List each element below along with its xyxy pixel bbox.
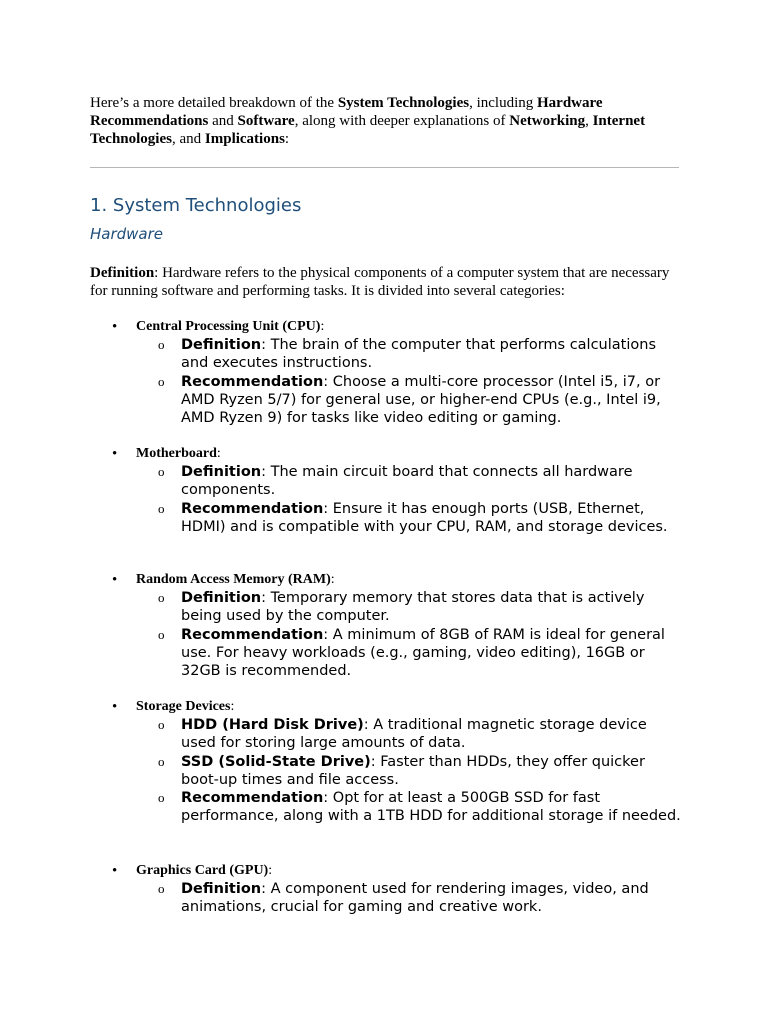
bullet-marker: •: [112, 572, 118, 588]
sub-item: [0, 789, 768, 826]
hardware-definition: [90, 264, 690, 300]
list-item-title: Random Access Memory (RAM):: [136, 572, 335, 587]
list-item-title: Motherboard:: [136, 446, 221, 461]
sub-marker: o: [158, 790, 165, 806]
sub-item: [0, 753, 768, 790]
sub-item-text: Definition: A component used for rendering images, video, and animations, crucial for gaming and creative work.: [181, 881, 649, 916]
sub-item-text: Recommendation: Choose a multi-core processor (Intel i5, i7, or AMD Ryzen 5/7) for general use, or higher-end CPUs (e.g., Intel i9, AMD Ryzen 9) for tasks like video editing or gaming.: [181, 373, 661, 427]
intro-bold: Implications: [204, 131, 285, 147]
list-item-motherboard: [0, 445, 768, 536]
sub-marker: o: [158, 373, 165, 389]
subsection-heading: Hardware: [90, 225, 164, 243]
sub-item-text: Definition: The brain of the computer that performs calculations and executes instructions.: [181, 337, 656, 372]
sub-item: [0, 463, 768, 500]
sub-item: [0, 336, 768, 373]
sub-item: [0, 716, 768, 753]
sub-marker: o: [158, 753, 165, 769]
sub-item-text: Definition: The main circuit board that connects all hardware components.: [181, 464, 633, 499]
bullet-marker: •: [112, 446, 118, 462]
sub-item: [0, 500, 768, 537]
bullet-marker: •: [112, 863, 118, 879]
sub-marker: o: [158, 337, 165, 352]
intro-text: , and: [171, 131, 205, 147]
intro-bold: Hardware Recommendations: [90, 95, 603, 129]
section-heading: 1. System Technologies: [90, 195, 302, 216]
sub-item-text: HDD (Hard Disk Drive): A traditional magnetic storage device used for storing large amounts of data.: [181, 717, 647, 752]
list-item-ram: [0, 571, 768, 680]
bullet-marker: •: [112, 319, 118, 335]
sub-marker: o: [158, 464, 165, 479]
list-item-title: Central Processing Unit (CPU):: [136, 319, 325, 334]
intro-text: ,: [585, 113, 593, 129]
sub-item: [0, 626, 768, 681]
sub-item: [0, 880, 768, 917]
intro-text: :: [284, 131, 290, 147]
intro-bold: Internet Technologies: [90, 113, 646, 147]
sub-marker: o: [158, 881, 165, 896]
sub-item-text: Definition: Temporary memory that stores data that is actively being used by the computer.: [181, 590, 645, 625]
horizontal-divider: [90, 167, 679, 168]
sub-item-text: Recommendation: Ensure it has enough ports (USB, Ethernet, HDMI) and is compatible with your CPU, RAM, and storage devices.: [181, 500, 668, 535]
definition-label: Definition: [90, 265, 155, 281]
sub-marker: o: [158, 626, 165, 642]
sub-item: [0, 373, 768, 428]
list-item-storage: [0, 698, 768, 826]
intro-text: , including: [469, 95, 538, 111]
sub-marker: o: [158, 500, 165, 516]
intro-text: Here’s a more detailed breakdown of the: [90, 95, 338, 111]
intro-bold: Software: [237, 113, 295, 129]
intro-bold: Networking: [509, 113, 586, 129]
intro-paragraph: [90, 94, 680, 148]
definition-text: : Hardware refers to the physical components of a computer system that are necessary for running software and performing tasks. It is divided into several categories:: [90, 265, 670, 299]
sub-item: [0, 589, 768, 626]
sub-marker: o: [158, 717, 165, 732]
list-item-gpu: [0, 862, 768, 917]
list-item-cpu: [0, 318, 768, 427]
sub-item-text: Recommendation: A minimum of 8GB of RAM is ideal for general use. For heavy workloads (e.g., gaming, video editing), 16GB or 32GB is recommended.: [181, 626, 665, 680]
intro-bold: System Technologies: [337, 95, 470, 111]
sub-item-text: Recommendation: Opt for at least a 500GB SSD for fast performance, along with a 1TB HDD for additional storage if needed.: [181, 790, 681, 825]
intro-text: and: [208, 113, 238, 129]
sub-marker: o: [158, 590, 165, 605]
intro-text: , along with deeper explanations of: [294, 113, 510, 129]
list-item-title: Storage Devices:: [136, 699, 235, 714]
sub-item-text: SSD (Solid-State Drive): Faster than HDDs, they offer quicker boot-up times and file access.: [181, 753, 645, 788]
list-item-title: Graphics Card (GPU):: [136, 863, 273, 878]
bullet-marker: •: [112, 699, 118, 715]
